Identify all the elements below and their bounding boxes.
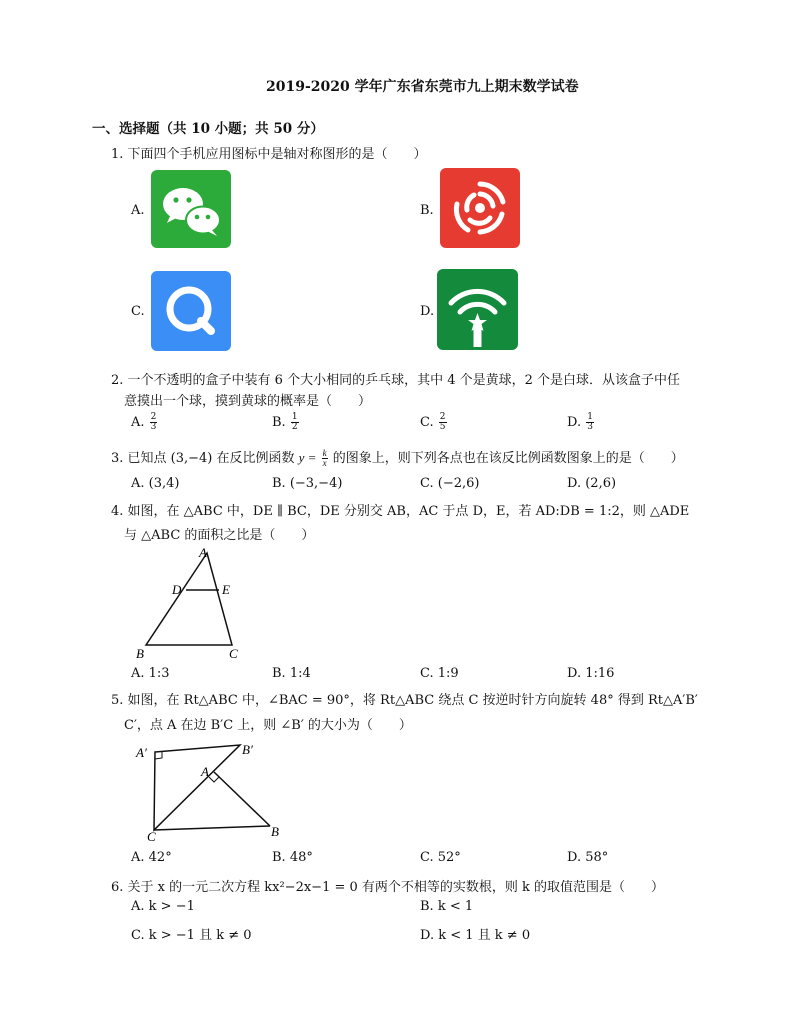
q6-option-d: D. k < 1 且 k ≠ 0 <box>420 928 531 943</box>
q4-label-b: B <box>136 646 144 661</box>
q2-option-b-den: 2 <box>291 422 298 432</box>
q5-option-b: B. 48° <box>272 850 313 865</box>
q2-option-b-num: 1 <box>291 412 298 422</box>
q4-option-a: A. 1:3 <box>131 666 170 681</box>
q2-option-d-den: 3 <box>587 422 593 432</box>
q2-option-c <box>420 413 448 432</box>
q2-option-a-label: A. <box>131 415 145 430</box>
q6-option-a: A. k > −1 <box>131 899 195 914</box>
wechat-icon <box>151 170 231 248</box>
q4-stem-line1: 4. 如图，在 △ABC 中，DE ∥ BC，DE 分别交 AB，AC 于点 D，E，若 AD:DB = 1:2，则 △ADE <box>111 504 690 519</box>
q2-stem-line1: 2. 一个不透明的盒子中装有 6 个大小相同的乒乓球，其中 4 个是黄球，2 个是白球．从该盒子中任 <box>111 373 681 388</box>
q4-option-c: C. 1:9 <box>420 666 459 681</box>
q3-option-c: C. (−2,6) <box>420 476 480 491</box>
q2-option-a <box>131 413 158 432</box>
q1-option-a-label: A. <box>131 203 145 218</box>
q1-option-d-label: D. <box>420 304 435 319</box>
q2-option-c-label: C. <box>420 415 434 430</box>
q3-frac-num: k <box>322 448 327 458</box>
q5-label-a-prime: A′ <box>136 745 147 760</box>
q2-option-a-num: 2 <box>150 412 157 422</box>
q2-stem-line2: 意摸出一个球，摸到黄球的概率是（ ） <box>124 394 372 409</box>
q1-stem: 1. 下面四个手机应用图标中是轴对称图形的是（ ） <box>111 147 427 162</box>
phoenix-swirl-icon <box>440 168 520 248</box>
q4-label-e: E <box>222 582 230 597</box>
q5-option-c: C. 52° <box>420 850 461 865</box>
q2-option-d-label: D. <box>567 415 582 430</box>
q5-option-a: A. 42° <box>131 850 172 865</box>
q3-option-b: B. (−3,−4) <box>272 476 343 491</box>
q5-label-b: B <box>271 824 279 839</box>
q2-option-c-den: 5 <box>439 422 446 432</box>
q3-stem-post: 的图象上，则下列各点也在该反比例函数图象上的是（ ） <box>332 451 684 466</box>
q2-option-d-num: 1 <box>587 412 593 422</box>
q5-rotation-figure <box>130 737 290 847</box>
q5-label-a: A <box>201 764 209 779</box>
q3-stem-pre: 3. 已知点 (3,−4) 在反比例函数 <box>111 451 295 466</box>
q2-option-b <box>272 413 300 432</box>
q3-equation: y = <box>298 450 317 465</box>
q5-label-b-prime: B′ <box>242 742 253 757</box>
page-title: 2019-2020 学年广东省东莞市九上期末数学试卷 <box>266 79 579 95</box>
section-heading: 一、选择题（共 10 小题；共 50 分） <box>92 121 324 137</box>
q5-label-c: C <box>147 829 156 844</box>
q4-stem-line2: 与 △ABC 的面积之比是（ ） <box>124 528 315 543</box>
q2-option-a-den: 3 <box>150 422 157 432</box>
q5-stem-line1: 5. 如图，在 Rt△ABC 中，∠BAC = 90°，将 Rt△ABC 绕点 C 按逆时针方向旋转 48° 得到 Rt△A′B′ <box>111 693 698 708</box>
q6-stem: 6. 关于 x 的一元二次方程 kx²−2x−1 = 0 有两个不相等的实数根，则 k 的取值范围是（ ） <box>111 880 665 895</box>
q2-option-b-label: B. <box>272 415 286 430</box>
q1-option-c-label: C. <box>131 304 145 319</box>
q6-option-c: C. k > −1 且 k ≠ 0 <box>131 928 252 943</box>
q3-option-a: A. (3,4) <box>131 476 180 491</box>
q5-stem-line2: C′，点 A 在边 B′C 上，则 ∠B′ 的大小为（ ） <box>124 718 412 733</box>
q4-triangle-figure <box>130 543 250 663</box>
q4-option-d: D. 1:16 <box>567 666 615 681</box>
q1-option-b-label: B. <box>420 203 434 218</box>
q4-label-d: D <box>172 582 182 597</box>
q3-frac-den: x <box>322 458 327 468</box>
wifi-star-icon <box>437 269 518 350</box>
q3-option-d: D. (2,6) <box>567 476 617 491</box>
q2-option-c-num: 2 <box>439 412 446 422</box>
q2-option-d <box>567 413 595 432</box>
q4-option-b: B. 1:4 <box>272 666 311 681</box>
q4-label-a: A <box>199 545 207 560</box>
q5-option-d: D. 58° <box>567 850 609 865</box>
search-q-icon <box>151 271 231 351</box>
q3-stem <box>111 447 684 468</box>
q4-label-c: C <box>229 646 238 661</box>
q6-option-b: B. k < 1 <box>420 899 474 914</box>
